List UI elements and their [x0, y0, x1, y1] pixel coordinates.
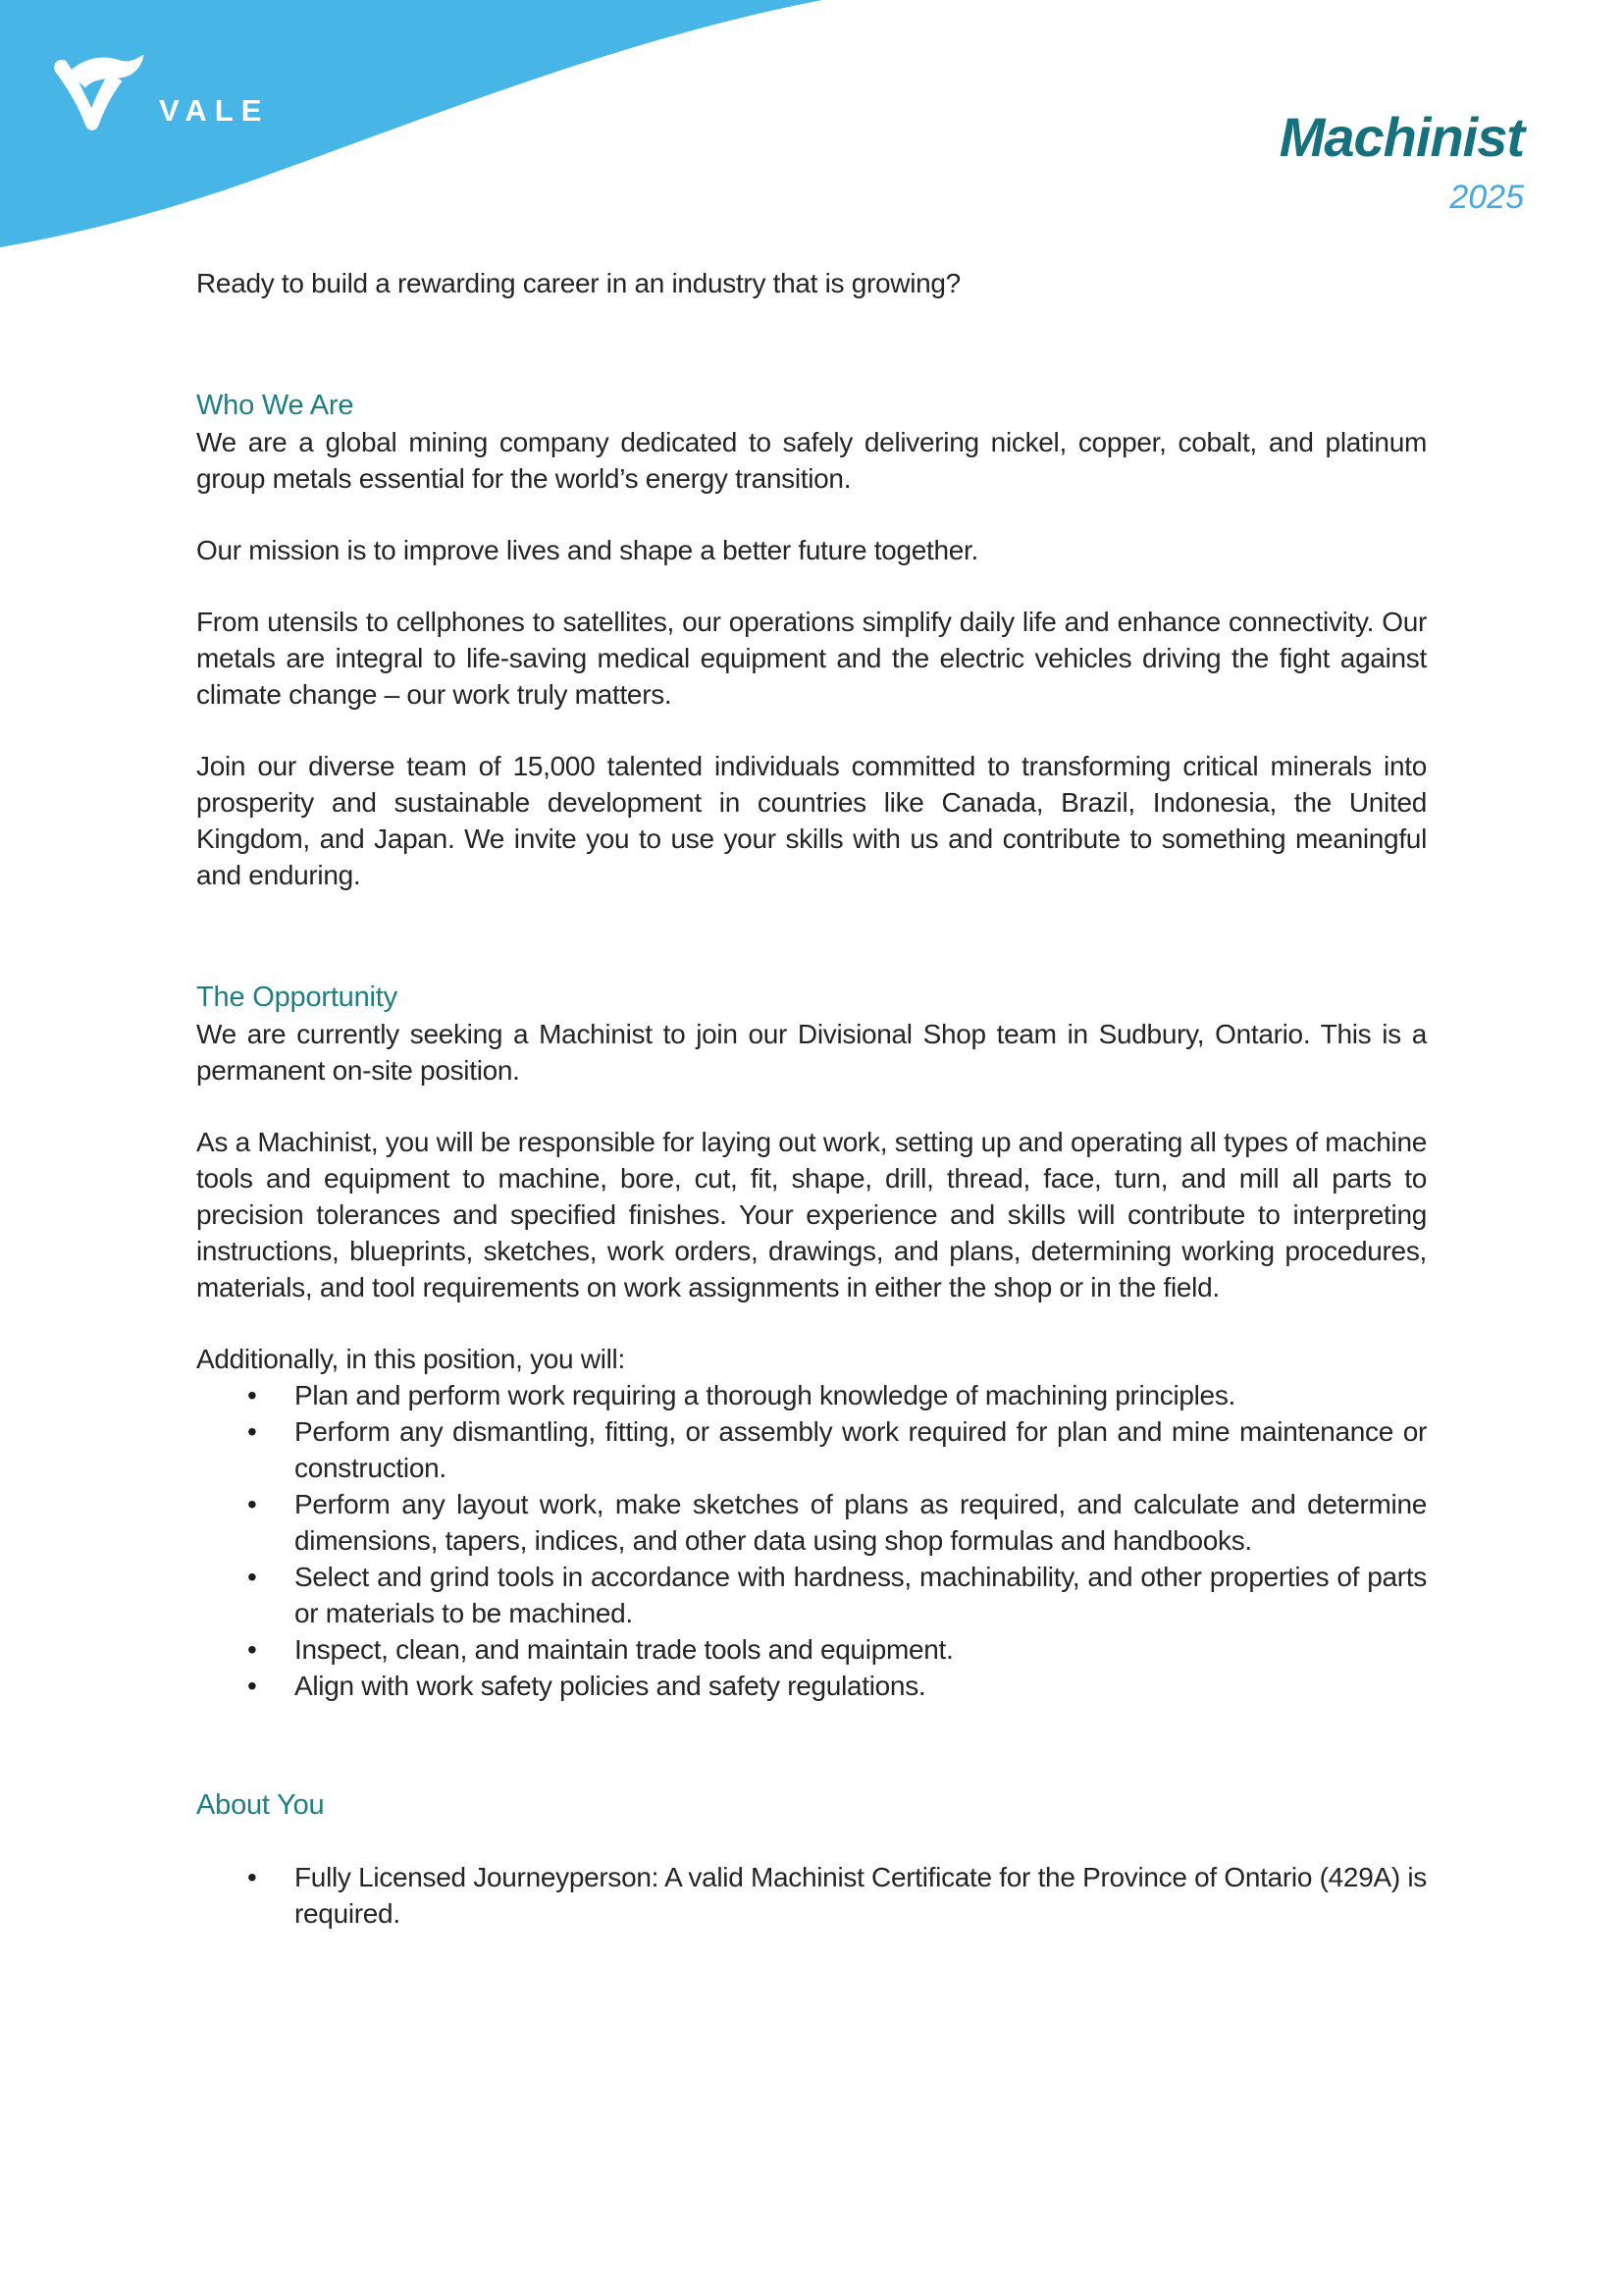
heading-the-opportunity: The Opportunity: [196, 982, 397, 1013]
page-title: Machinist: [1279, 106, 1524, 168]
opportunity-bullet-6: • Align with work safety policies and safety regulations.: [196, 1668, 1427, 1704]
opportunity-bullet-3: • Perform any layout work, make sketches of plans as required, and calculate and determine dimensions, tapers, indices, and other data using shop formulas and handbooks.: [196, 1486, 1427, 1559]
vale-wordmark: VALE: [159, 93, 270, 128]
heading-who-we-are: Who We Are: [196, 390, 354, 421]
heading-about-you: About You: [196, 1789, 325, 1821]
opportunity-bullet-list: [196, 1377, 1427, 1704]
about-you-bullet-1: • Fully Licensed Journeyperson: A valid Machinist Certificate for the Province of Ontario (429A) is required.: [196, 1859, 1427, 1932]
opportunity-paragraph-1: We are currently seeking a Machinist to join our Divisional Shop team in Sudbury, Ontario. This is a permanent on-site position.: [196, 1019, 1427, 1086]
opportunity-bullet-5: • Inspect, clean, and maintain trade tools and equipment.: [196, 1631, 1427, 1668]
opportunity-list-intro: Additionally, in this position, you will:: [196, 1344, 625, 1374]
opportunity-bullet-2: • Perform any dismantling, fitting, or assembly work required for plan and mine maintenance or construction.: [196, 1413, 1427, 1486]
document-body: [196, 265, 1427, 1932]
page-header: [0, 0, 1624, 265]
who-we-are-paragraph-2: Our mission is to improve lives and shape a better future together.: [196, 535, 978, 565]
page-year: 2025: [1449, 179, 1524, 216]
who-we-are-paragraph-3: From utensils to cellphones to satellites, our operations simplify daily life and enhance connectivity. Our metals are integral to life-saving medical equipment and the electric vehicles driving the fight against climate change – our work truly matters.: [196, 607, 1427, 710]
opportunity-bullet-1: • Plan and perform work requiring a thorough knowledge of machining principles.: [196, 1377, 1427, 1413]
vale-v-bird-icon: [51, 55, 145, 139]
intro-line: Ready to build a rewarding career in an industry that is growing?: [196, 268, 961, 298]
who-we-are-paragraph-4: Join our diverse team of 15,000 talented individuals committed to transforming critical minerals into prosperity and sustainable development in countries like Canada, Brazil, Indonesia, the United Kingdom, and Japan. We invite you to use your skills with us and contribute to something meaningful and enduring.: [196, 751, 1427, 890]
vale-logo: [51, 55, 269, 139]
opportunity-paragraph-2: As a Machinist, you will be responsible for laying out work, setting up and operating all types of machine tools and equipment to machine, bore, cut, fit, shape, drill, thread, face, turn, and mill all parts to precision tolerances and specified finishes. Your experience and skills will contribute to interpreting instructions, blueprints, sketches, work orders, drawings, and plans, determining working procedures, materials, and tool requirements on work assignments in either the shop or in the field.: [196, 1127, 1427, 1302]
who-we-are-paragraph-1: We are a global mining company dedicated to safely delivering nickel, copper, cobalt, and platinum group metals essential for the world’s energy transition.: [196, 427, 1427, 494]
title-block: [1279, 106, 1524, 216]
about-you-bullet-list: [196, 1859, 1427, 1932]
opportunity-bullet-4: • Select and grind tools in accordance with hardness, machinability, and other properties of parts or materials to be machined.: [196, 1559, 1427, 1631]
